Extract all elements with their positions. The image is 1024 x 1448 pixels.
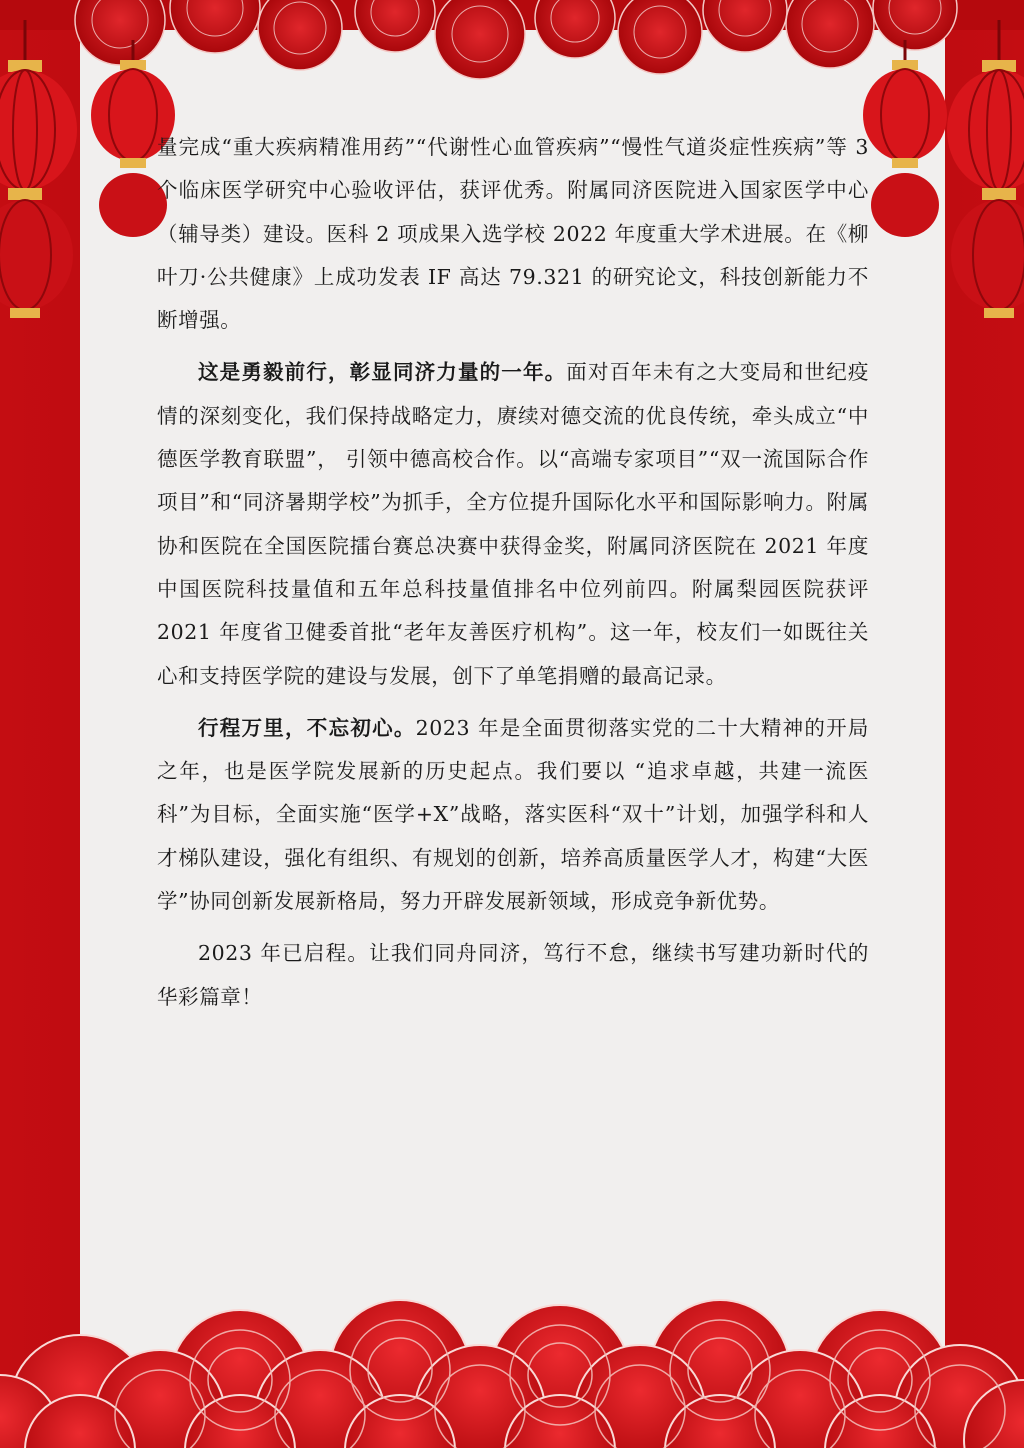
paragraph-lead: 这是勇毅前行，彰显同济力量的一年。	[198, 360, 567, 385]
auspicious-cloud-waves	[0, 1290, 1024, 1448]
paragraph-body: 量完成“重大疾病精准用药”“代谢性心血管疾病”“慢性气道炎症性疾病”等 3 个临床医学研究中心验收评估，获评优秀。附属同济医院进入国家医学中心（辅导类）建设。医科 2 项成果入选学校 2022 年度重大学术进展。在《柳叶刀·公共健康》上成功发表 IF 高达 79.321 的研究论文，科技创新能力不断增强。	[157, 135, 869, 333]
paragraph-lead: 行程万里，不忘初心。	[198, 715, 416, 740]
paragraph-body: 面对百年未有之大变局和世纪疫情的深刻变化，我们保持战略定力，赓续对德交流的优良传统，牵头成立“中德医学教育联盟”， 引领中德高校合作。以“高端专家项目”“双一流国际合作项目”和“同济暑期学校”为抓手，全方位提升国际化水平和国际影响力。附属协和医院在全国医院擂台赛总决赛中获得金奖，附属同济医院在 2021 年度中国医院科技量值和五年总科技量值排名中位列前四。附属梨园医院获评 2021 年度省卫健委首批“老年友善医疗机构”。这一年，校友们一如既往关心和支持医学院的建设与发展，创下了单笔捐赠的最高记录。	[157, 360, 869, 688]
article-body	[157, 126, 869, 1028]
lantern-right-outer-icon	[944, 20, 1024, 340]
paragraph-closing	[157, 932, 869, 1019]
paragraph-research	[157, 126, 869, 342]
lantern-right-inner-icon	[860, 40, 950, 240]
lantern-left-outer-icon	[0, 20, 80, 340]
paragraph-international	[157, 351, 869, 697]
paragraph-body: 2023 年已启程。让我们同舟同济，笃行不怠，继续书写建功新时代的华彩篇章！	[157, 941, 869, 1009]
paragraph-body: 2023 年是全面贯彻落实党的二十大精神的开局之年，也是医学院发展新的历史起点。我们要以 “追求卓越，共建一流医科”为目标，全面实施“医学+X”战略，落实医科“双十”计划，加强学科和人才梯队建设，强化有组织、有规划的创新，培养高质量医学人才，构建“大医学”协同创新发展新格局，努力开辟发展新领域，形成竞争新优势。	[157, 715, 869, 914]
paragraph-outlook	[157, 707, 869, 923]
